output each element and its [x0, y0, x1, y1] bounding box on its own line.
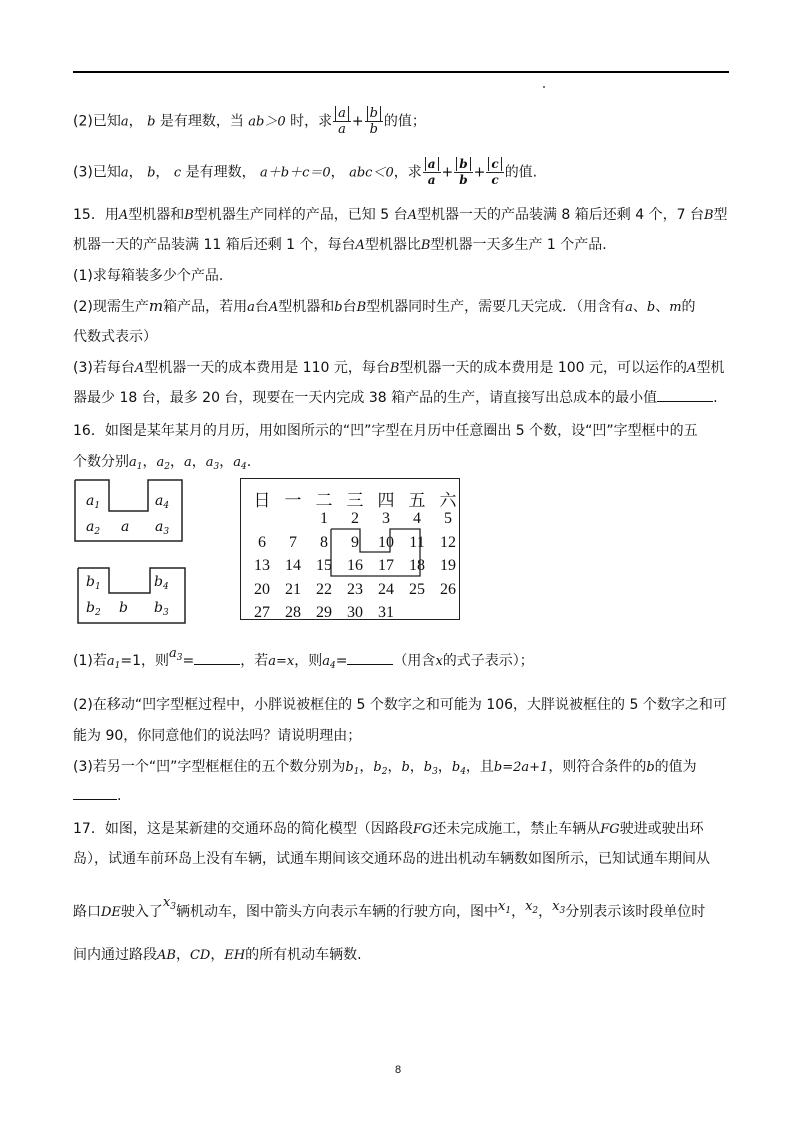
var-A: A — [268, 300, 279, 315]
shape-a-cell-bl: $a_2$ — [86, 519, 101, 537]
shape-a-cell-br: $a_3$ — [155, 519, 170, 537]
page-number: 8 — [395, 1064, 402, 1076]
q16-sub2-line2: 能为 90，你同意他们的说法吗？请说明理由； — [73, 728, 362, 744]
var-A: A — [355, 238, 365, 253]
var-b: b — [147, 165, 156, 181]
q15-part3-cont: 器最少 18 台，最多 20 台，现要在一天内完成 38 箱产品的生产，请直接写出总成本的最小值 . — [73, 390, 718, 406]
calendar-day: 15 — [316, 557, 332, 574]
shape-b-cell-tl: $b_1$ — [86, 574, 101, 592]
calendar-day: 14 — [285, 557, 301, 574]
calendar-weekday-header: 四 — [377, 491, 395, 510]
answer-blank — [73, 786, 117, 800]
calendar-day: 30 — [347, 604, 363, 621]
var-m: m — [148, 297, 164, 315]
calendar-day: 27 — [254, 604, 270, 621]
calendar-day: 24 — [378, 580, 394, 598]
q17-line3: 路口DE驶入了$x_3$辆机动车，图中箭头方向表示车辆的行驶方向，图中$x_1$，$x_2$，$x_3$分别表示该时段单位时 — [73, 895, 706, 920]
calendar-weekday-header: 六 — [439, 491, 457, 510]
var-a: a — [120, 165, 129, 181]
calendar-day: 12 — [440, 533, 456, 551]
calendar-day: 28 — [285, 604, 301, 621]
q15-part3: (3)若每台A型机器一天的成本费用是 110 元，每台B型机器一天的成本费用是 100 元，可以运作的A型机 — [73, 360, 725, 376]
q16-sub3: (3)若另一个“凹”字型框框住的五个数分别为$b_1$，$b_2$，b，$b_3$，$b_4$，且b=2a+1，则符合条件的b的值为 — [73, 759, 697, 777]
var-c: c — [173, 165, 182, 181]
q15-part1: (1)求每箱装多少个产品. — [73, 268, 224, 284]
calendar-weekday-header: 五 — [408, 491, 426, 510]
text: (2)已知 — [73, 113, 121, 130]
q14-part3: (3)已知a， b， c 是有理数， a＋b＋c＝0， abc＜0，求 $\frac{a}{a}$ + $\frac{b}{b}$ + $\frac{c}{c}$ 的值. — [73, 157, 538, 187]
text: 是有理数，当 — [159, 113, 244, 130]
calendar-day: 7 — [289, 533, 297, 551]
calendar-day: 10 — [378, 533, 394, 551]
calendar-day: 3 — [382, 510, 390, 527]
condition: a＋b＋c＝0 — [260, 165, 331, 181]
q15-part2-cont: 代数式表示） — [73, 329, 157, 345]
text: 是有理数， — [185, 164, 256, 181]
calendar-day: 9 — [351, 533, 359, 551]
calendar-selection-frame — [330, 528, 422, 578]
var-B: B — [420, 238, 431, 253]
decorative-dot — [543, 86, 545, 88]
fraction-abs-a: $\frac{a}{a}$ — [423, 157, 441, 188]
var-a: a — [120, 114, 129, 130]
condition: ab＞0 — [248, 114, 286, 130]
q15-line2: 机器一天的产品装满 11 箱后还剩 1 个，每台A型机器比B型机器一天多生产 1 个产品. — [73, 237, 607, 253]
text: ， — [155, 164, 170, 181]
shape-b-cell-tr: $b_4$ — [154, 574, 169, 592]
calendar-day: 8 — [320, 533, 328, 551]
condition: abc＜0 — [349, 165, 394, 181]
text: 的值. — [504, 164, 538, 181]
var-B: B — [703, 208, 714, 223]
calendar-day: 25 — [409, 580, 425, 598]
q14-part2: (2)已知a， b 是有理数，当 ab＞0 时，求 $\frac{a}{a}$ + $\frac{b}{b}$ 的值； — [73, 106, 426, 137]
calendar-day: 22 — [316, 580, 332, 598]
q16-sub1: (1)若$a_1=1$，则$a_3=$ ，若a=x，则$a_4=$ （用含x的式子表示）； — [73, 646, 534, 671]
var-b: b — [147, 114, 156, 130]
calendar-day: 29 — [316, 604, 332, 621]
text: 的值； — [383, 113, 426, 130]
calendar-day: 31 — [378, 604, 394, 621]
calendar-day: 20 — [254, 580, 270, 598]
fraction-abs-c: $\frac{c}{c}$ — [486, 157, 503, 188]
q16-line1: 16．如图是某年某月的月历，用如图所示的“凹”字型在月历中任意圈出 5 个数，设“凹”字型框中的五 — [73, 423, 698, 439]
shape-b-cell-br: $b_3$ — [154, 600, 169, 618]
shape-a-cell-tl: $a_1$ — [86, 493, 101, 511]
var-B: B — [356, 300, 367, 315]
q16-sub2-line1: (2)在移动“凹字型框过程中，小胖说被框住的 5 个数字之和可能为 106，大胖说被框住的 5 个数字之和可 — [73, 697, 727, 713]
var-b: b — [334, 300, 343, 315]
calendar-day: 16 — [347, 557, 363, 574]
calendar-day: 4 — [413, 510, 421, 527]
fraction-abs-b: $\frac{b}{b}$ — [454, 157, 472, 188]
var-B: B — [184, 208, 194, 223]
calendar-day: 23 — [347, 580, 363, 598]
var-A: A — [118, 208, 129, 223]
answer-blank — [194, 651, 240, 665]
calendar-day: 5 — [444, 510, 452, 527]
text: ， — [128, 113, 143, 130]
q15-part2: (2)现需生产m箱产品，若用a台A型机器和b台B型机器同时生产，需要几天完成．（用含有a、b、m的 — [73, 297, 696, 315]
q17-line2: 岛），试通车前环岛上没有车辆，试通车期间该交通环岛的进出机动车辆数如图所示，已知试通车期间从 — [73, 851, 710, 867]
calendar-day: 26 — [440, 580, 456, 598]
calendar-day: 13 — [254, 557, 270, 574]
calendar-day: 18 — [409, 557, 425, 574]
q15-line1: 15．用A型机器和B型机器生产同样的产品，已知 5 台A型机器一天的产品装满 8 箱后还剩 4 个，7 台B型 — [73, 207, 728, 223]
header-rule — [73, 71, 729, 73]
answer-blank — [347, 651, 393, 665]
fraction-abs-b-over-b: $\frac{b}{b}$ — [365, 106, 383, 137]
shape-a-cell-bm: a — [121, 519, 130, 535]
answer-blank — [657, 388, 713, 402]
calendar-day: 17 — [378, 557, 394, 574]
calendar-day: 1 — [320, 510, 328, 527]
text: 时，求 — [290, 113, 333, 130]
q17-line1: 17．如图，这是某新建的交通环岛的简化模型（因路段FG还未完成施工，禁止车辆从FG驶进或驶出环 — [73, 821, 704, 837]
var-a: a — [247, 300, 255, 315]
calendar-weekday-header: 三 — [346, 491, 364, 510]
shape-b-cell-bm: b — [119, 600, 128, 616]
text: ，求 — [393, 164, 422, 181]
calendar-day: 2 — [351, 510, 359, 527]
q17-line4: 间内通过路段AB，CD，EH的所有机动车辆数. — [73, 947, 362, 963]
shape-a-cell-tr: $a_4$ — [155, 493, 170, 511]
q16-line2: 个数分别$a_1$，$a_2$，a，$a_3$，$a_4$. — [73, 454, 252, 472]
calendar-weekday-header: 一 — [284, 491, 302, 510]
fraction-abs-a-over-a: $\frac{a}{a}$ — [333, 106, 351, 137]
text: ， — [128, 164, 143, 181]
text: ， — [330, 164, 345, 181]
calendar-day: 6 — [258, 533, 266, 551]
shape-b-cell-bl: $b_2$ — [86, 600, 101, 618]
calendar-day: 19 — [440, 557, 456, 574]
calendar-day: 21 — [285, 580, 301, 598]
text: (3)已知 — [73, 164, 121, 181]
calendar-weekday-header: 日 — [253, 491, 271, 510]
var-A: A — [407, 208, 417, 223]
q16-sub3-answer: . — [73, 786, 121, 804]
calendar-weekday-header: 二 — [315, 491, 333, 510]
calendar-day: 11 — [409, 533, 425, 551]
